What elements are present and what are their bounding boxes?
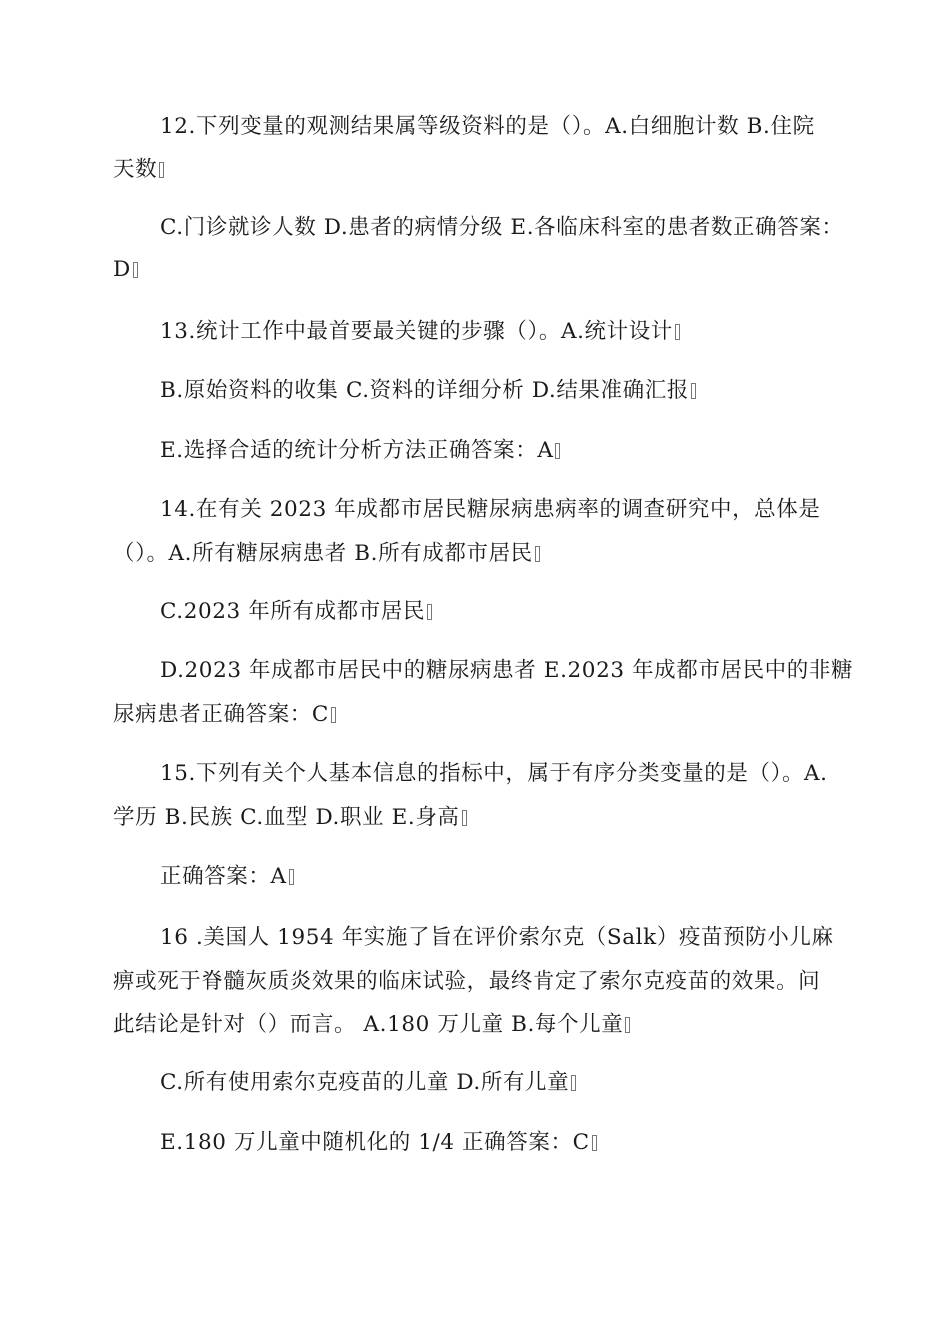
line-end-mark-icon bbox=[535, 546, 540, 562]
line-end-mark-icon bbox=[331, 707, 336, 723]
q13-line-1-text: 13.统计工作中最首要最关键的步骤（）。A.统计设计 bbox=[160, 319, 673, 344]
q15-answer-line bbox=[160, 862, 890, 892]
q14-answer-text: 尿病患者正确答案：C bbox=[113, 702, 329, 727]
q13-line-2 bbox=[160, 376, 890, 406]
line-end-mark-icon bbox=[592, 1135, 597, 1151]
q14-line-4: D.2023 年成都市居民中的糖尿病患者 E.2023 年成都市居民中的非糖 bbox=[160, 658, 854, 683]
line-end-mark-icon bbox=[675, 324, 680, 340]
q16-answer-line bbox=[160, 1128, 890, 1158]
q12-answer-text: D bbox=[113, 257, 131, 282]
q12-line-3: C.门诊就诊人数 D.患者的病情分级 E.各临床科室的患者数正确答案： bbox=[160, 215, 844, 240]
q13-answer-line bbox=[160, 436, 890, 466]
line-end-mark-icon bbox=[427, 604, 432, 620]
q16-line-1: 16 .美国人 1954 年实施了旨在评价索尔克（Salk）疫苗预防小儿麻 bbox=[160, 925, 834, 950]
q16-line-3-text: 此结论是针对（）而言。 A.180 万儿童 B.每个儿童 bbox=[113, 1012, 624, 1037]
q16-line-2: 痹或死于脊髓灰质炎效果的临床试验，最终肯定了索尔克疫苗的效果。问 bbox=[113, 969, 821, 994]
q15-line-2-text: 学历 B.民族 C.血型 D.职业 E.身高 bbox=[113, 805, 460, 830]
q16-line-4-text: C.所有使用索尔克疫苗的儿童 D.所有儿童 bbox=[160, 1070, 570, 1095]
q16-answer-text: E.180 万儿童中随机化的 1/4 正确答案：C bbox=[160, 1130, 590, 1155]
q14-line-1: 14.在有关 2023 年成都市居民糖尿病患病率的调查研究中，总体是 bbox=[160, 497, 821, 522]
q13-line-2-text: B.原始资料的收集 C.资料的详细分析 D.结果准确汇报 bbox=[160, 378, 689, 403]
q14-line-2 bbox=[113, 539, 843, 569]
line-end-mark-icon bbox=[289, 869, 294, 885]
q13-answer-text: E.选择合适的统计分析方法正确答案：A bbox=[160, 438, 554, 463]
q12-line-1: 12.下列变量的观测结果属等级资料的是（）。A.白细胞计数 B.住院 bbox=[160, 114, 815, 139]
q14-answer-line bbox=[113, 700, 843, 730]
q16-line-3 bbox=[113, 1010, 843, 1040]
q12-line-2 bbox=[113, 155, 843, 185]
line-end-mark-icon bbox=[691, 383, 696, 399]
line-end-mark-icon bbox=[462, 810, 467, 826]
q14-line-3 bbox=[160, 597, 890, 627]
q13-line-1 bbox=[160, 317, 890, 347]
q14-line-2-text: （）。A.所有糖尿病患者 B.所有成都市居民 bbox=[113, 541, 533, 566]
line-end-mark-icon bbox=[625, 1017, 630, 1033]
q15-line-2 bbox=[113, 803, 843, 833]
q14-line-3-text: C.2023 年所有成都市居民 bbox=[160, 599, 426, 624]
line-end-mark-icon bbox=[133, 262, 138, 278]
line-end-mark-icon bbox=[555, 443, 560, 459]
q12-line-2-text: 天数 bbox=[113, 157, 158, 182]
q15-answer-text: 正确答案：A bbox=[160, 864, 287, 889]
q16-line-4 bbox=[160, 1068, 890, 1098]
line-end-mark-icon bbox=[571, 1075, 576, 1091]
line-end-mark-icon bbox=[159, 162, 164, 178]
q15-line-1: 15.下列有关个人基本信息的指标中，属于有序分类变量的是（）。A. bbox=[160, 761, 828, 786]
q12-answer-line bbox=[113, 255, 843, 285]
